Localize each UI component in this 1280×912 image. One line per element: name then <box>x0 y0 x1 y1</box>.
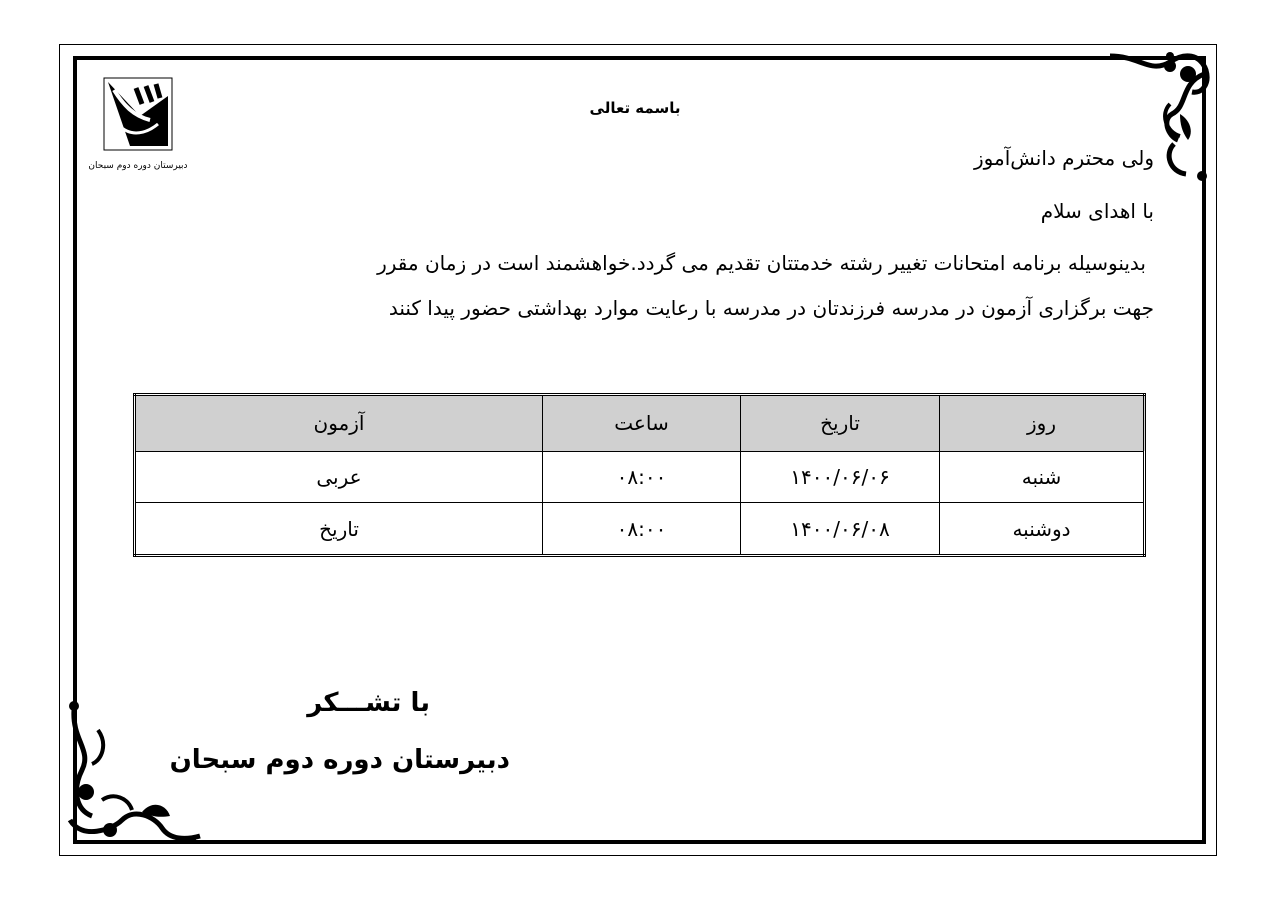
letter-heading: باسمه تعالی <box>589 99 681 117</box>
exam-schedule-table <box>133 393 1146 557</box>
closing-school-name: دبیرستان دوره دوم سبحان <box>169 745 510 775</box>
cell-date: ۱۴۰۰/۰۶/۰۸ <box>741 503 940 556</box>
letter-greeting: ولی محترم دانش‌آموز <box>974 146 1154 170</box>
letter-salutation: با اهدای سلام <box>1040 199 1154 223</box>
header-day: روز <box>940 395 1145 452</box>
cell-date: ۱۴۰۰/۰۶/۰۶ <box>741 451 940 503</box>
school-logo-icon <box>88 76 188 176</box>
header-time: ساعت <box>543 395 741 452</box>
ornament-bottom-left-icon <box>62 700 202 850</box>
letter-body-line-1: بدینوسیله برنامه امتحانات تغییر رشته خدمتتان تقدیم می گردد.خواهشمند است در زمان مقرر <box>377 251 1146 275</box>
cell-exam: عربی <box>135 451 543 503</box>
cell-day: شنبه <box>940 451 1145 503</box>
letter-body-line-2: جهت برگزاری آزمون در مدرسه فرزندتان در مدرسه با رعایت موارد بهداشتی حضور پیدا کنند <box>388 296 1154 320</box>
header-date: تاریخ <box>741 395 940 452</box>
cell-day: دوشنبه <box>940 503 1145 556</box>
table-row <box>135 451 1145 503</box>
header-exam: آزمون <box>135 395 543 452</box>
cell-exam: تاریخ <box>135 503 543 556</box>
cell-time: ۰۸:۰۰ <box>543 451 741 503</box>
table-row <box>135 503 1145 556</box>
logo-caption: دبیرستان دوره دوم سبحان <box>88 161 188 171</box>
closing-thanks: با تشـــکر <box>307 688 430 718</box>
table-header-row <box>135 395 1145 452</box>
cell-time: ۰۸:۰۰ <box>543 503 741 556</box>
